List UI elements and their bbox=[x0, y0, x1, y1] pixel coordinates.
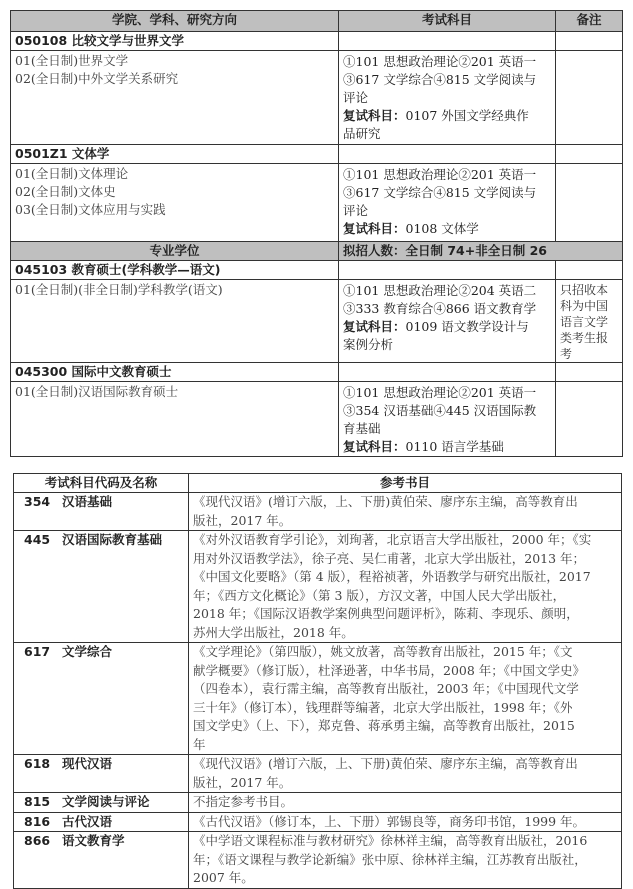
reference-line: 年 bbox=[193, 736, 206, 752]
retest-value: 0108 文体学 bbox=[405, 221, 479, 236]
reference-row bbox=[14, 832, 622, 889]
reference-line: 2007 年。 bbox=[193, 870, 254, 885]
major-subjects bbox=[339, 280, 556, 363]
exam-subject bbox=[14, 793, 189, 813]
exam-subject bbox=[14, 531, 189, 643]
exam-subject bbox=[14, 643, 189, 755]
reference-line: 《现代汉语》(增订六版，上、下册)黄伯荣、廖序东主编，高等教育出 bbox=[193, 494, 578, 509]
reference-books bbox=[189, 531, 622, 643]
reference-books bbox=[189, 793, 622, 813]
major-title-row bbox=[11, 363, 623, 382]
exam-name: 现代汉语 bbox=[62, 756, 113, 771]
reference-line: 版社，2017 年。 bbox=[193, 512, 292, 528]
professional-label: 专业学位 bbox=[11, 242, 339, 261]
major-title-row bbox=[11, 261, 623, 280]
reference-line: 《文学理论》（第四版），姚文放著，高等教育出版社，2015 年；《文 bbox=[193, 644, 573, 659]
subject-line: ①101 思想政治理论②201 英语一 bbox=[343, 167, 537, 182]
major-title: 0501Z1 文体学 bbox=[11, 145, 339, 164]
reference-line: 苏州大学出版社，2018 年。 bbox=[193, 624, 354, 640]
major-directions bbox=[11, 51, 339, 145]
retest-line bbox=[343, 438, 551, 456]
direction-item: 02(全日制)中外文学关系研究 bbox=[15, 71, 179, 86]
exam-code: 618 bbox=[24, 756, 51, 771]
reference-books bbox=[189, 643, 622, 755]
major-detail-row bbox=[11, 382, 623, 457]
major-subjects bbox=[339, 382, 556, 457]
major-subjects bbox=[339, 164, 556, 242]
major-note bbox=[556, 51, 623, 145]
header-college: 学院、学科、研究方向 bbox=[11, 11, 339, 32]
reference-line: 2018 年；《国际汉语教学案例典型问题评析》，陈莉、李现乐、颜明， bbox=[193, 606, 579, 621]
major-detail-row bbox=[11, 51, 623, 145]
note-line: 类考生报 bbox=[560, 331, 609, 345]
reference-books bbox=[189, 832, 622, 889]
subject-line: ①101 思想政治理论②204 英语二 bbox=[343, 283, 537, 298]
retest-line bbox=[343, 107, 551, 125]
retest-label: 复试科目： bbox=[343, 319, 406, 334]
major-title: 045103 教育硕士(学科教学—语文) bbox=[11, 261, 339, 280]
exam-subject bbox=[14, 832, 189, 889]
direction-item: 01(全日制)文体理论 bbox=[15, 166, 129, 181]
reference-line: 不指定参考书目。 bbox=[193, 794, 294, 809]
exam-name: 古代汉语 bbox=[62, 813, 113, 829]
reference-line: 《中学语文课程标准与教材研究》徐林祥主编，高等教育出版社，2016 bbox=[193, 833, 588, 848]
major-note bbox=[556, 164, 623, 242]
major-title: 045300 国际中文教育硕士 bbox=[11, 363, 339, 382]
reference-line: 年；《西方文化概论》（第 3 版），方汉文著，中国人民大学出版社， bbox=[193, 587, 566, 603]
major-title-row bbox=[11, 145, 623, 164]
reference-line: 《中国文化要略》（第 4 版），程裕祯著，外语教学与研究出版社，2017 bbox=[193, 569, 591, 584]
retest-line bbox=[343, 318, 551, 336]
major-detail-row bbox=[11, 280, 623, 363]
major-detail-row bbox=[11, 164, 623, 242]
retest-value: 0109 语文教学设计与 bbox=[405, 319, 529, 334]
retest-label: 复试科目： bbox=[343, 439, 406, 454]
subject-line: ③617 文学综合④815 文学阅读与 bbox=[343, 72, 537, 87]
major-directions bbox=[11, 382, 339, 457]
subject-line: 育基础 bbox=[343, 421, 381, 436]
direction-item: 01(全日制)(非全日制)学科教学(语文) bbox=[15, 282, 223, 297]
reference-line: 版社，2017 年。 bbox=[193, 774, 292, 790]
reference-row bbox=[14, 493, 622, 531]
exam-subject bbox=[14, 493, 189, 531]
reference-table bbox=[13, 473, 622, 889]
exam-code: 617 bbox=[24, 644, 51, 659]
note-line: 语言文学 bbox=[560, 315, 609, 329]
reference-line: 献学概要》（修订版），杜泽逊著，中华书局，2008 年；《中国文学史》 bbox=[193, 662, 586, 678]
major-directions bbox=[11, 280, 339, 363]
major-note bbox=[556, 280, 623, 363]
reference-line: 《古代汉语》（修订本，上、下册）郭锡良等，商务印书馆，1999 年。 bbox=[193, 813, 586, 829]
reference-row bbox=[14, 793, 622, 813]
professional-degree-row bbox=[11, 242, 623, 261]
exam-code: 445 bbox=[24, 532, 51, 547]
exam-name: 语文教育学 bbox=[62, 833, 125, 848]
retest-value: 案例分析 bbox=[343, 337, 394, 352]
reference-line: 用对外汉语教学法》，徐子亮、吴仁甫著，北京大学出版社，2013 年； bbox=[193, 550, 586, 566]
exam-name: 文学阅读与评论 bbox=[62, 794, 150, 809]
reference-books bbox=[189, 812, 622, 832]
reference-line: 国文学史》（上、下），郑克鲁、蒋承勇主编，高等教育出版社，2015 bbox=[193, 718, 575, 733]
subject-line: 评论 bbox=[343, 203, 369, 218]
subject-line: ③333 教育综合④866 语文教育学 bbox=[343, 301, 537, 316]
subject-line: ①101 思想政治理论②201 英语一 bbox=[343, 385, 537, 400]
reference-row bbox=[14, 531, 622, 643]
reference-row bbox=[14, 812, 622, 832]
header-code-name: 考试科目代码及名称 bbox=[14, 474, 189, 493]
note-line: 考 bbox=[560, 347, 573, 361]
reference-line: 《现代汉语》(增订六版，上、下册)黄伯荣、廖序东主编，高等教育出 bbox=[193, 756, 578, 771]
exam-code: 354 bbox=[24, 494, 51, 509]
exam-code: 866 bbox=[24, 833, 51, 848]
exam-name: 文学综合 bbox=[62, 644, 113, 659]
major-title: 050108 比较文学与世界文学 bbox=[11, 32, 339, 51]
retest-value: 0107 外国文学经典作 bbox=[405, 108, 529, 123]
note-line: 科为中国 bbox=[560, 299, 609, 313]
header-books: 参考书目 bbox=[189, 474, 622, 493]
exam-code: 816 bbox=[24, 813, 51, 829]
direction-item: 01(全日制)汉语国际教育硕士 bbox=[15, 384, 179, 399]
direction-item: 03(全日制)文体应用与实践 bbox=[15, 202, 166, 217]
exam-subject bbox=[14, 755, 189, 793]
reference-table-header bbox=[14, 474, 622, 493]
subject-line: ③354 汉语基础④445 汉语国际教 bbox=[343, 403, 537, 418]
reference-books bbox=[189, 755, 622, 793]
exam-name: 汉语基础 bbox=[62, 494, 113, 509]
exam-name: 汉语国际教育基础 bbox=[62, 532, 163, 547]
header-subjects: 考试科目 bbox=[339, 11, 556, 32]
subject-line: 评论 bbox=[343, 90, 369, 105]
program-table-header bbox=[11, 11, 623, 32]
direction-item: 02(全日制)文体史 bbox=[15, 184, 116, 199]
reference-line: 《对外汉语教育学引论》，刘珣著，北京语言大学出版社，2000 年；《实 bbox=[193, 532, 592, 547]
reference-row bbox=[14, 643, 622, 755]
retest-value: 0110 语言学基础 bbox=[405, 439, 504, 454]
retest-label: 复试科目： bbox=[343, 108, 406, 123]
subject-line: ③617 文学综合④815 文学阅读与 bbox=[343, 185, 537, 200]
reference-row bbox=[14, 755, 622, 793]
reference-line: （四卷本），袁行霈主编，高等教育出版社，2003 年；《中国现代文学 bbox=[193, 681, 579, 696]
professional-quota: 拟招人数：全日制 74+非全日制 26 bbox=[339, 242, 623, 261]
program-table bbox=[10, 10, 623, 457]
major-title-row bbox=[11, 32, 623, 51]
reference-line: 三十年》（修订本），钱理群等编著，北京大学出版社，1998 年；《外 bbox=[193, 699, 573, 715]
subject-line: ①101 思想政治理论②201 英语一 bbox=[343, 54, 537, 69]
exam-code: 815 bbox=[24, 794, 51, 809]
direction-item: 01(全日制)世界文学 bbox=[15, 53, 129, 68]
exam-subject bbox=[14, 812, 189, 832]
retest-label: 复试科目： bbox=[343, 221, 406, 236]
major-note bbox=[556, 382, 623, 457]
note-line: 只招收本 bbox=[560, 283, 609, 297]
retest-value: 品研究 bbox=[343, 126, 381, 141]
header-notes: 备注 bbox=[556, 11, 623, 32]
reference-books bbox=[189, 493, 622, 531]
major-subjects bbox=[339, 51, 556, 145]
reference-line: 年；《语文课程与教学论新编》张中原、徐林祥主编，江苏教育出版社， bbox=[193, 851, 587, 867]
retest-line bbox=[343, 220, 551, 238]
major-directions bbox=[11, 164, 339, 242]
